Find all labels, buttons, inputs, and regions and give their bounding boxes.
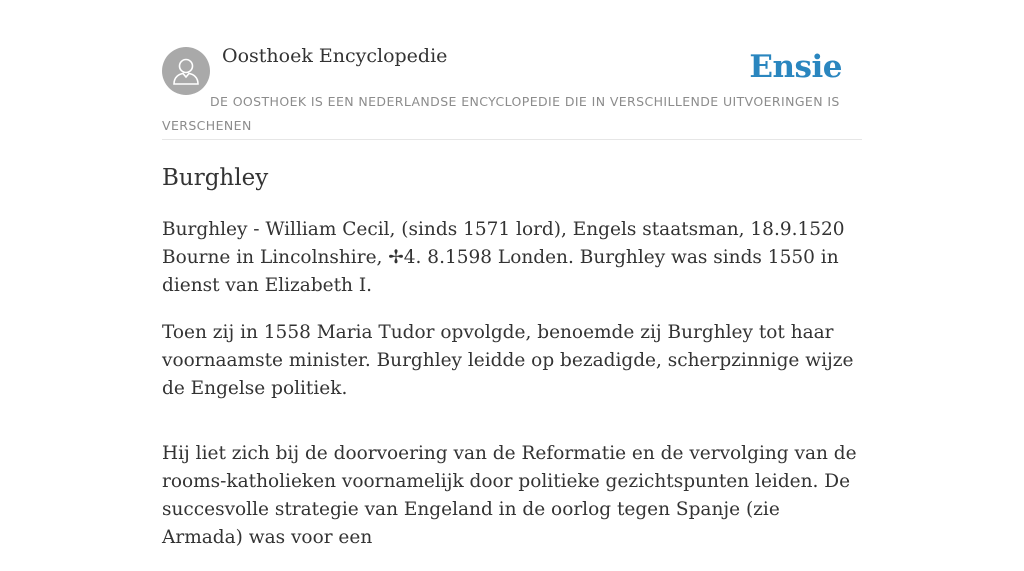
user-silhouette-icon[interactable] <box>162 47 210 95</box>
article-page <box>162 0 862 548</box>
ensie-logo[interactable]: Ensie <box>749 49 842 85</box>
source-name[interactable]: Oosthoek Encyclopedie <box>222 45 448 67</box>
source-description: DE OOSTHOEK IS EEN NEDERLANDSE ENCYCLOPEDIE DIE IN VERSCHILLENDE UITVOERINGEN IS VERSCHENEN <box>162 94 840 133</box>
article-paragraph: Toen zij in 1558 Maria Tudor opvolgde, benoemde zij Burghley tot haar voornaamste minister. Burghley leidde op bezadigde, scherpzinnige wijze de Engelse politiek. <box>162 322 854 399</box>
article-title: Burghley <box>162 165 269 191</box>
article-paragraph: Hij liet zich bij de doorvoering van de Reformatie en de vervolging van de rooms-katholieken voornamelijk door politieke gezichtspunten leiden. De succesvolle strategie van Engeland in de oorlog tegen Spanje (zie Armada) was voor een <box>162 443 857 548</box>
article-body <box>162 216 862 571</box>
source-header <box>162 0 862 140</box>
article-paragraph: Burghley - William Cecil, (sinds 1571 lord), Engels staatsman, 18.9.1520 Bourne in Lincolnshire, ✢4. 8.1598 Londen. Burghley was sinds 1550 in dienst van Elizabeth I. <box>162 219 845 296</box>
